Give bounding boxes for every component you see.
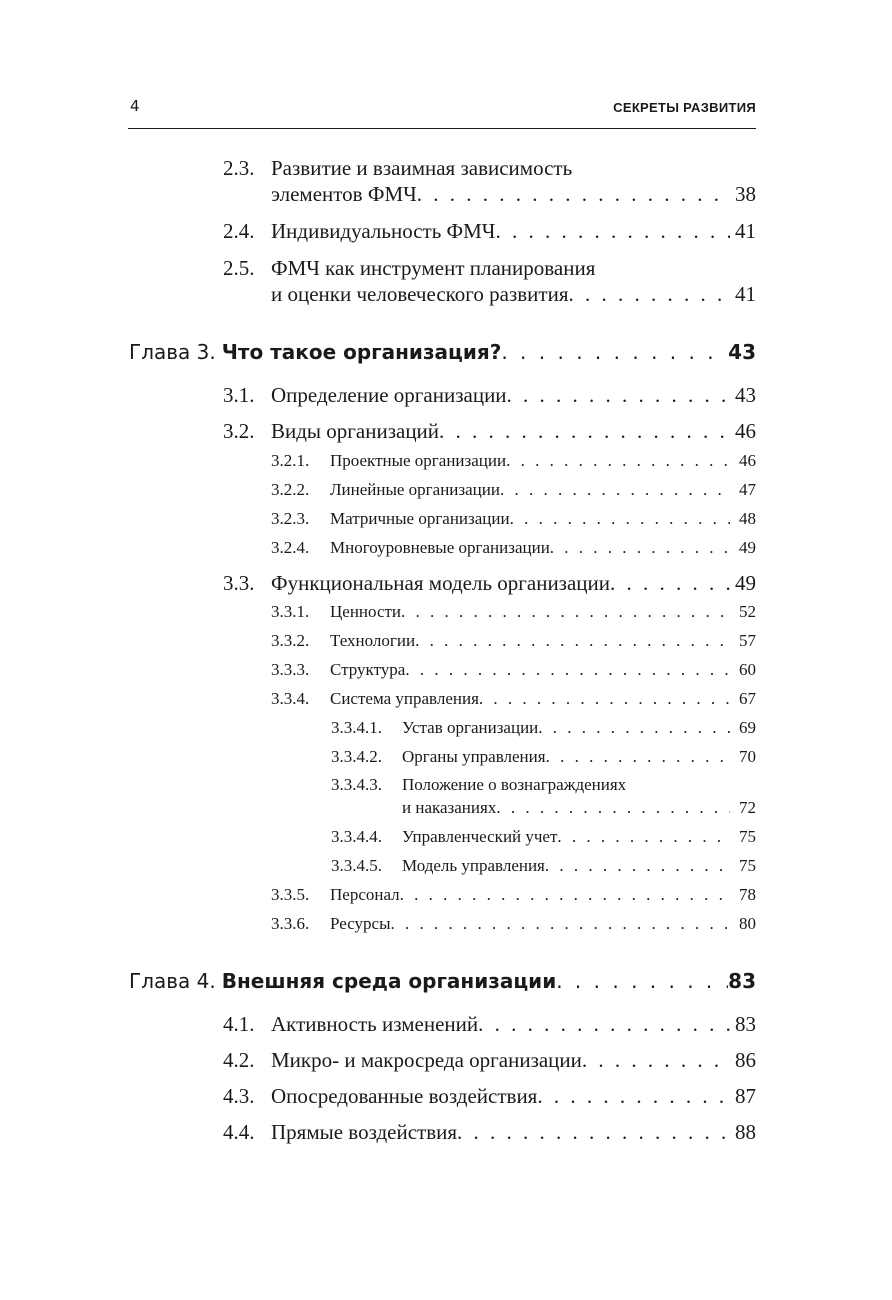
toc-entry-3-3-5[interactable] — [271, 885, 756, 905]
section-number: 4.1. — [223, 1012, 255, 1036]
page-ref: 83 — [728, 969, 756, 993]
toc-entry-3-3-4[interactable] — [271, 689, 756, 709]
leader-dots — [478, 1012, 730, 1037]
leader-dots — [496, 798, 730, 818]
leader-dots — [510, 509, 730, 529]
page-ref: 86 — [735, 1048, 756, 1072]
page-ref: 75 — [739, 827, 756, 846]
leader-dots — [495, 219, 730, 244]
page-ref: 43 — [728, 340, 756, 364]
chapter-number: Глава 4. — [129, 969, 216, 993]
toc-entry-3-2-3[interactable] — [271, 509, 756, 529]
toc-chapter-4[interactable] — [129, 969, 756, 993]
section-title: Определение организации — [271, 383, 507, 407]
page-ref: 69 — [739, 718, 756, 737]
section-number: 4.2. — [223, 1048, 255, 1072]
section-number: 3.3.4.4. — [331, 827, 382, 846]
leader-dots — [417, 182, 730, 207]
section-title: Устав организации — [402, 718, 539, 737]
page-ref: 46 — [739, 451, 756, 470]
section-number: 3.2. — [223, 419, 255, 443]
page-ref: 41 — [735, 219, 756, 243]
toc-entry-3-3-4-3-line1 — [331, 775, 756, 795]
section-title: Положение о вознаграждениях — [402, 775, 627, 794]
page-ref: 49 — [739, 538, 756, 557]
section-number: 3.3.3. — [271, 660, 310, 679]
toc-entry-3-3-4-1[interactable] — [331, 718, 756, 738]
toc-entry-4-4[interactable] — [223, 1120, 756, 1145]
toc-entry-3-3-4-2[interactable] — [331, 747, 756, 767]
section-number: 4.3. — [223, 1084, 255, 1108]
leader-dots — [457, 1120, 730, 1145]
section-title: Виды организаций — [271, 419, 440, 443]
toc-entry-2-3[interactable] — [271, 182, 756, 207]
leader-dots — [439, 419, 730, 444]
leader-dots — [506, 451, 730, 471]
section-title: Система управления — [330, 689, 479, 708]
section-title: Опосредованные воздействия — [271, 1084, 538, 1108]
toc-entry-3-3-2[interactable] — [271, 631, 756, 651]
page-ref: 38 — [735, 182, 756, 206]
leader-dots — [550, 538, 730, 558]
toc-entry-3-2[interactable] — [223, 419, 756, 444]
section-number: 3.3.4.5. — [331, 856, 382, 875]
page-ref: 70 — [739, 747, 756, 766]
section-title: Ресурсы — [330, 914, 391, 933]
section-number: 3.3.4.3. — [331, 775, 382, 794]
page-ref: 49 — [735, 571, 756, 595]
toc-entry-3-3-4-4[interactable] — [331, 827, 756, 847]
running-title: СЕКРЕТЫ РАЗВИТИЯ — [613, 100, 756, 115]
leader-dots — [391, 914, 731, 934]
section-title: Технологии — [330, 631, 416, 650]
section-title: Микро- и макросреда организации — [271, 1048, 582, 1072]
section-number: 3.2.3. — [271, 509, 310, 528]
toc-entry-2-5[interactable] — [271, 282, 756, 307]
leader-dots — [582, 1048, 730, 1073]
page-number: 4 — [130, 97, 140, 115]
section-title-continued: и оценки человеческого развития — [271, 282, 569, 306]
chapter-title: Что такое организация? — [221, 340, 502, 364]
leader-dots — [415, 631, 730, 651]
chapter-number: Глава 3. — [129, 340, 216, 364]
section-title-continued: элементов ФМЧ — [271, 182, 417, 206]
page-ref: 87 — [735, 1084, 756, 1108]
leader-dots — [568, 282, 730, 307]
leader-dots — [538, 718, 730, 738]
leader-dots — [405, 660, 730, 680]
toc-entry-3-3-1[interactable] — [271, 602, 756, 622]
leader-dots — [556, 969, 728, 993]
page-ref: 47 — [739, 480, 756, 499]
section-number: 3.2.1. — [271, 451, 310, 470]
section-number: 3.3. — [223, 571, 255, 595]
page-ref: 48 — [739, 509, 756, 528]
page-ref: 43 — [735, 383, 756, 407]
page-ref: 41 — [735, 282, 756, 306]
toc-entry-3-2-4[interactable] — [271, 538, 756, 558]
toc-entry-3-3-4-5[interactable] — [331, 856, 756, 876]
section-number: 3.3.5. — [271, 885, 310, 904]
section-number: 3.3.4.1. — [331, 718, 382, 737]
section-title: Управленческий учет — [402, 827, 558, 846]
toc-entry-3-2-1[interactable] — [271, 451, 756, 471]
section-title: Персонал — [330, 885, 400, 904]
section-number: 3.3.4.2. — [331, 747, 382, 766]
page-ref: 72 — [739, 798, 756, 817]
section-title: Ценности — [330, 602, 402, 621]
leader-dots — [479, 689, 730, 709]
leader-dots — [501, 340, 728, 364]
leader-dots — [507, 383, 730, 408]
section-number: 3.3.6. — [271, 914, 310, 933]
toc-chapter-3[interactable] — [129, 340, 756, 364]
leader-dots — [610, 571, 730, 596]
chapter-title: Внешняя среда организации — [221, 969, 557, 993]
toc-entry-2-4[interactable] — [223, 219, 756, 244]
toc-entry-3-2-2[interactable] — [271, 480, 756, 500]
section-title-continued: и наказаниях — [402, 798, 497, 817]
leader-dots — [546, 747, 730, 767]
leader-dots — [401, 602, 730, 622]
toc-entry-4-1[interactable] — [223, 1012, 756, 1037]
toc-entry-3-3-3[interactable] — [271, 660, 756, 680]
section-number: 3.3.2. — [271, 631, 310, 650]
toc-entry-3-3[interactable] — [223, 571, 756, 596]
toc-entry-2-3-line1 — [223, 156, 756, 181]
section-title: ФМЧ как инструмент планирования — [271, 256, 596, 280]
toc-entry-4-3[interactable] — [223, 1084, 756, 1109]
toc-entry-2-5-line1 — [223, 256, 756, 281]
section-title: Проектные организации — [330, 451, 507, 470]
running-header — [128, 93, 756, 129]
page-ref: 78 — [739, 885, 756, 904]
page-ref: 88 — [735, 1120, 756, 1144]
leader-dots — [545, 856, 730, 876]
section-title: Органы управления — [402, 747, 546, 766]
section-number: 3.3.1. — [271, 602, 310, 621]
page-ref: 57 — [739, 631, 756, 650]
page-ref: 80 — [739, 914, 756, 933]
section-title: Линейные организации — [330, 480, 500, 499]
leader-dots — [400, 885, 730, 905]
page-ref: 60 — [739, 660, 756, 679]
page-ref: 67 — [739, 689, 756, 708]
section-number: 2.3. — [223, 156, 255, 180]
leader-dots — [537, 1084, 730, 1109]
page-ref: 52 — [739, 602, 756, 621]
section-number: 4.4. — [223, 1120, 255, 1144]
toc-entry-4-2[interactable] — [223, 1048, 756, 1073]
leader-dots — [500, 480, 730, 500]
toc-entry-3-3-4-3[interactable] — [402, 798, 756, 818]
section-title: Структура — [330, 660, 406, 679]
section-title: Прямые воздействия — [271, 1120, 458, 1144]
toc-entry-3-1[interactable] — [223, 383, 756, 408]
section-number: 3.1. — [223, 383, 255, 407]
leader-dots — [557, 827, 730, 847]
page-ref: 75 — [739, 856, 756, 875]
section-number: 3.2.2. — [271, 480, 310, 499]
section-title: Модель управления — [402, 856, 545, 875]
section-title: Многоуровневые организации — [330, 538, 550, 557]
section-title: Матричные организации — [330, 509, 510, 528]
page-ref: 83 — [735, 1012, 756, 1036]
section-title: Функциональная модель организации — [271, 571, 611, 595]
section-number: 3.3.4. — [271, 689, 310, 708]
page-ref: 46 — [735, 419, 756, 443]
section-title: Индивидуальность ФМЧ — [271, 219, 496, 243]
toc-entry-3-3-6[interactable] — [271, 914, 756, 934]
section-title: Развитие и взаимная зависимость — [271, 156, 573, 180]
section-number: 3.2.4. — [271, 538, 310, 557]
section-number: 2.4. — [223, 219, 255, 243]
section-number: 2.5. — [223, 256, 255, 280]
section-title: Активность изменений — [271, 1012, 479, 1036]
